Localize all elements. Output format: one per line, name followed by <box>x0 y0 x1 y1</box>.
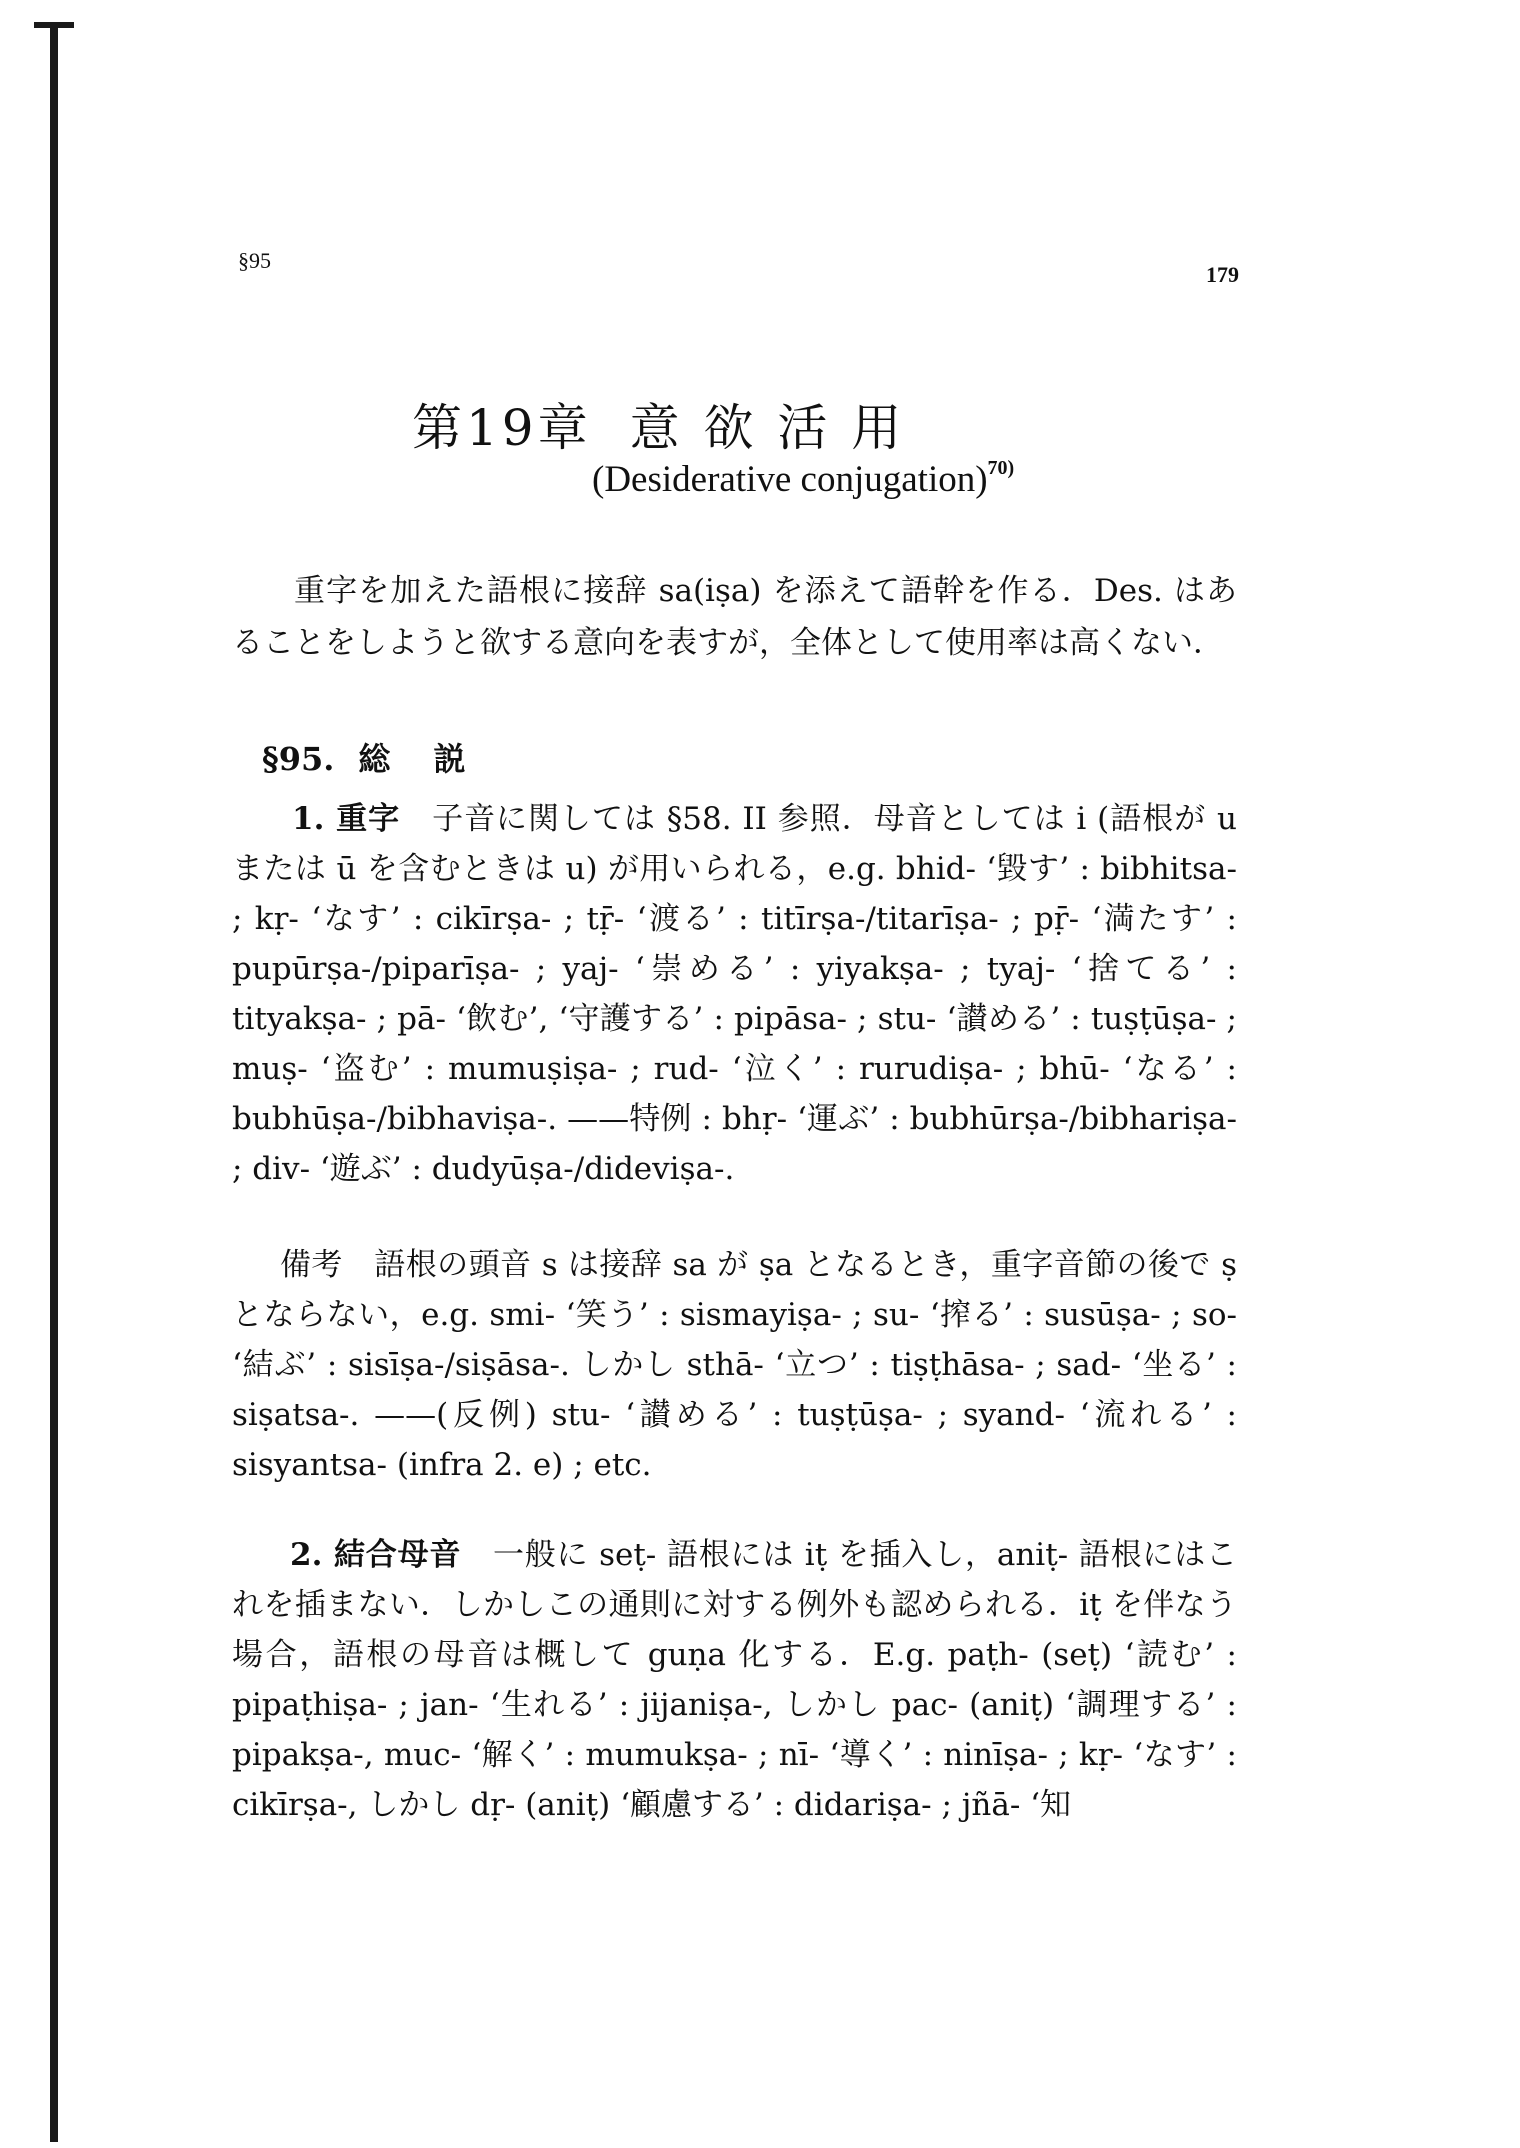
paragraph-text: 子音に関しては §58. II 参照．母音としては i (語根が u または ū を含むときは u) が用いられる，e.g. bhid- ‘毀す’ : bibhitsa- ; kṛ- ‘なす’ : cikīrṣa- ; tṝ- ‘渡る’ : titīrṣa-/titarīṣa- ; pṝ- ‘満たす’ : pupūrṣa-/piparīṣa- ; yaj- ‘崇める’ : yiyakṣa- ; tyaj- ‘捨てる’ : tityakṣa- ; pā- ‘飲む’, ‘守護する’ : pipāsa- ; stu- ‘讃める’ : tuṣṭūṣa- ; muṣ- ‘盗む’ : mumuṣiṣa- ; rud- ‘泣く’ : rurudiṣa- ; bhū- ‘なる’ : bubhūṣa-/bibhaviṣa-. ——特例 : bhṛ- ‘運ぶ’ : bubhūrṣa-/bibhariṣa- ; div- ‘遊ぶ’ : dudyūṣa-/dideviṣa-. <box>232 801 1238 1187</box>
paragraph-reduplication <box>232 794 1237 1194</box>
chapter-title <box>412 388 905 460</box>
running-header-section: §95 <box>238 248 271 273</box>
chapter-subtitle <box>592 458 1014 501</box>
section-title: 総 説 <box>358 740 482 778</box>
chapter-name: 意 欲 活 用 <box>629 399 906 457</box>
page-number: 179 <box>1206 262 1239 287</box>
section-heading <box>262 734 482 780</box>
remark-text: 語根の頭音 s は接辞 sa が ṣa となるとき，重字音節の後で ṣ とならない，e.g. smi- ‘笑う’ : sismayiṣa- ; su- ‘搾る’ : susūṣa- ; so- ‘結ぶ’ : sisīṣa-/siṣāsa-. しかし sthā- ‘立つ’ : tiṣṭhāsa- ; sad- ‘坐る’ : siṣatsa-. ——(反例) stu- ‘讃める’ : tuṣṭūṣa- ; syand- ‘流れる’ : sisyantsa- (infra 2. e) ; etc. <box>232 1247 1238 1483</box>
paragraph-remark <box>232 1240 1237 1490</box>
paragraph-connecting-vowel <box>232 1530 1237 1830</box>
section-number: §95. <box>262 740 335 778</box>
intro-paragraph: 重字を加えた語根に接辞 sa(iṣa) を添えて語幹を作る．Des. はあることをしようと欲する意向を表すが，全体として使用率は高くない． <box>232 573 1237 661</box>
chapter-subtitle-text: (Desiderative conjugation) <box>592 459 988 500</box>
paragraph-text: 一般に seṭ- 語根には iṭ を插入し，aniṭ- 語根にはこれを插まない．しかしこの通則に対する例外も認められる．iṭ を伴なう場合，語根の母音は概して guṇa 化する．E.g. paṭh- (seṭ) ‘読む’ : pipaṭhiṣa- ; jan- ‘生れる’ : jijaniṣa-, しかし pac- (aniṭ) ‘調理する’ : pipakṣa-, muc- ‘解く’ : mumukṣa- ; nī- ‘導く’ : ninīṣa- ; kṛ- ‘なす’ : cikīrṣa-, しかし dṛ- (aniṭ) ‘顧慮する’ : didariṣa- ; jñā- ‘知 <box>232 1537 1238 1823</box>
footnote-ref: 70) <box>987 456 1015 479</box>
page-binding-edge <box>50 22 58 2142</box>
remark-label: 備考 <box>280 1247 343 1283</box>
paragraph-label: 2. 結合母音 <box>290 1537 462 1573</box>
chapter-number: 第19章 <box>412 399 592 457</box>
page-binding-cap <box>34 22 74 28</box>
paragraph-label: 1. 重字 <box>292 801 401 837</box>
